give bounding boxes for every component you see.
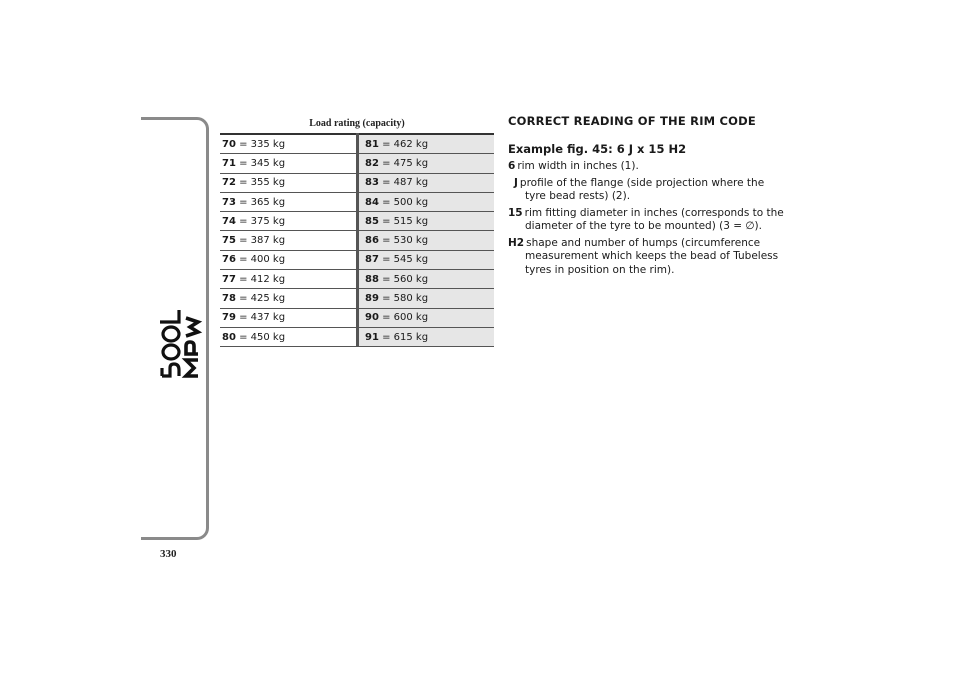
rim-code-item-humps — [508, 237, 788, 278]
load-index-value: = 335 kg — [239, 138, 286, 150]
load-index-cell — [220, 250, 358, 269]
load-index-value: = 500 kg — [382, 196, 429, 208]
load-index-cell — [358, 327, 495, 346]
rim-code-example-heading: Example fig. 45: 6 J x 15 H2 — [508, 142, 687, 156]
load-index-cell — [220, 173, 358, 192]
load-index-cell — [220, 308, 358, 327]
table-row — [220, 192, 494, 211]
500l-mpw-logo — [146, 280, 206, 380]
load-index-value: = 545 kg — [382, 254, 429, 266]
page-number: 330 — [160, 548, 177, 560]
table-row — [220, 327, 494, 346]
load-index-code: 72 — [222, 177, 236, 189]
table-row — [220, 154, 494, 173]
load-index-code: 86 — [365, 235, 379, 247]
load-index-value: = 345 kg — [239, 157, 286, 169]
load-index-value: = 560 kg — [382, 273, 429, 285]
rim-code-text: rim fitting diameter in inches (corresponds to the diameter of the tyre to be mounted) (3 = ∅). — [524, 206, 784, 232]
load-index-code: 73 — [222, 196, 236, 208]
load-index-cell — [220, 289, 358, 308]
load-index-value: = 450 kg — [239, 331, 286, 343]
load-rating-table-title: Load rating (capacity) — [309, 118, 405, 129]
load-index-cell — [358, 134, 495, 154]
load-index-cell — [220, 212, 358, 231]
load-index-cell — [358, 192, 495, 211]
rim-code-title: CORRECT READING OF THE RIM CODE — [508, 114, 756, 128]
table-row — [220, 173, 494, 192]
load-index-code: 84 — [365, 196, 379, 208]
load-index-code: 76 — [222, 254, 236, 266]
load-index-value: = 600 kg — [382, 312, 429, 324]
load-index-cell — [220, 192, 358, 211]
load-index-code: 91 — [365, 331, 379, 343]
load-index-value: = 387 kg — [239, 235, 286, 247]
load-index-value: = 425 kg — [239, 293, 286, 305]
load-index-value: = 515 kg — [382, 215, 429, 227]
table-row — [220, 134, 494, 154]
rim-code-term: 6 — [508, 160, 516, 172]
load-index-cell — [358, 250, 495, 269]
load-index-value: = 375 kg — [239, 215, 286, 227]
load-index-code: 75 — [222, 235, 236, 247]
load-index-value: = 355 kg — [239, 177, 286, 189]
rim-code-term: 15 — [508, 206, 523, 219]
table-row — [220, 289, 494, 308]
load-index-value: = 475 kg — [382, 157, 429, 169]
rim-code-text: shape and number of humps (circumference measurement which keeps the bead of Tubeless tyres in position on the rim). — [525, 236, 779, 276]
load-index-cell — [220, 327, 358, 346]
load-index-cell — [358, 308, 495, 327]
load-index-cell — [220, 270, 358, 289]
table-row — [220, 250, 494, 269]
load-index-value: = 580 kg — [382, 293, 429, 305]
load-index-code: 87 — [365, 254, 379, 266]
table-row — [220, 212, 494, 231]
load-index-code: 83 — [365, 177, 379, 189]
rim-code-text: rim width in inches (1). — [517, 160, 639, 172]
load-index-cell — [220, 231, 358, 250]
load-index-value: = 365 kg — [239, 196, 286, 208]
table-row — [220, 308, 494, 327]
load-index-value: = 530 kg — [382, 235, 429, 247]
load-index-code: 81 — [365, 138, 379, 150]
load-index-cell — [358, 231, 495, 250]
table-row — [220, 270, 494, 289]
load-index-cell — [358, 289, 495, 308]
load-rating-table — [220, 133, 494, 347]
load-index-cell — [220, 154, 358, 173]
rim-code-item-flange — [508, 177, 788, 204]
load-index-code: 78 — [222, 293, 236, 305]
load-index-code: 77 — [222, 273, 236, 285]
load-index-code: 88 — [365, 273, 379, 285]
load-index-code: 90 — [365, 312, 379, 324]
load-index-value: = 437 kg — [239, 312, 286, 324]
load-index-value: = 400 kg — [239, 254, 286, 266]
load-index-code: 70 — [222, 138, 236, 150]
load-index-code: 74 — [222, 215, 236, 227]
load-index-cell — [220, 134, 358, 154]
load-index-cell — [358, 173, 495, 192]
load-index-code: 79 — [222, 312, 236, 324]
load-index-cell — [358, 154, 495, 173]
rim-code-term: J — [514, 176, 518, 189]
table-row — [220, 231, 494, 250]
load-index-value: = 412 kg — [239, 273, 286, 285]
load-index-value: = 615 kg — [382, 331, 429, 343]
rim-code-item-diameter — [508, 207, 788, 234]
load-index-value: = 462 kg — [382, 138, 429, 150]
rim-code-text: profile of the flange (side projection where the tyre bead rests) (2). — [519, 176, 765, 202]
rim-code-section — [508, 114, 788, 280]
load-index-code: 89 — [365, 293, 379, 305]
rim-code-term: H2 — [508, 236, 525, 249]
rim-code-item-width — [508, 160, 788, 174]
load-index-code: 80 — [222, 331, 236, 343]
load-index-code: 71 — [222, 157, 236, 169]
load-index-cell — [358, 212, 495, 231]
load-index-code: 85 — [365, 215, 379, 227]
load-index-value: = 487 kg — [382, 177, 429, 189]
load-index-code: 82 — [365, 157, 379, 169]
load-index-cell — [358, 270, 495, 289]
